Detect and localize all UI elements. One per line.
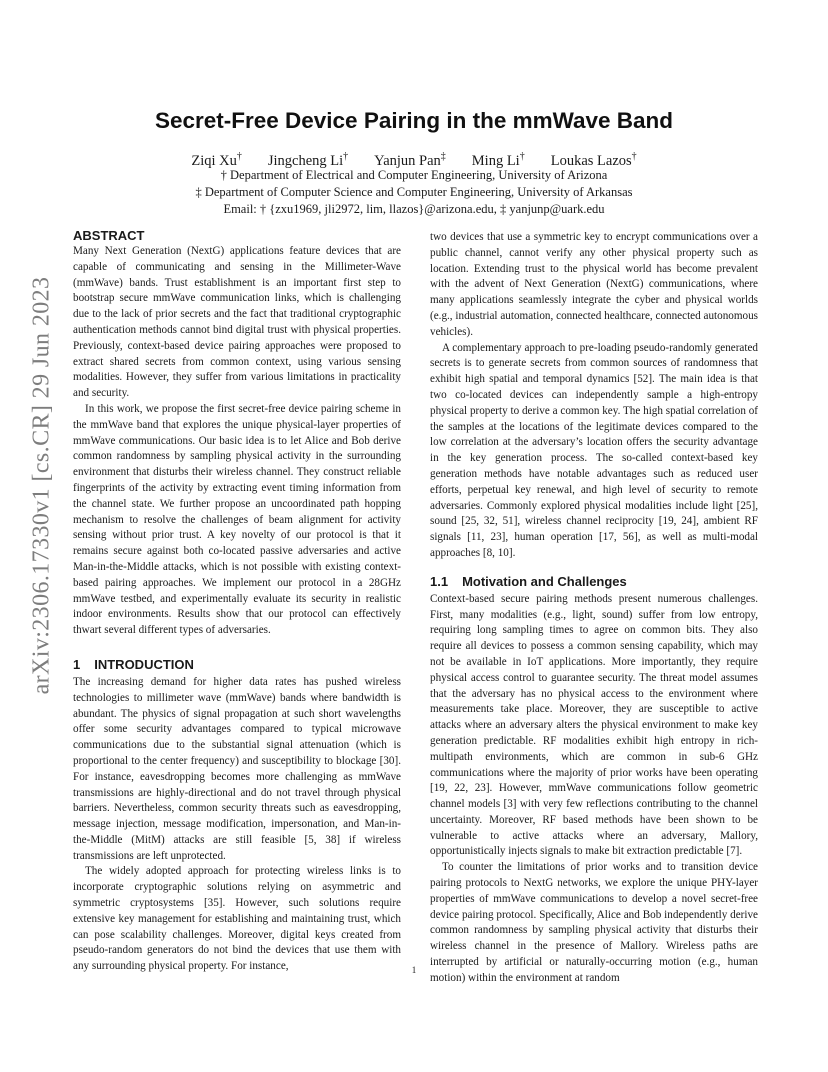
subsection-heading: 1.1 Motivation and Challenges: [430, 573, 627, 589]
right-paragraph-1: two devices that use a symmetric key to encrypt communications over a public channel, cannot verify any other physical property such as location. Extending trust to the physical world has become prevalent with the advent of Next Generation (NextG) communications, where many applications seamlessly integrate the cyber and physical worlds (e.g., industrial automation, connected healthcare, connected autonomous vehicles).: [430, 231, 758, 338]
page-number: 1: [411, 965, 417, 975]
motivation-paragraph-2: To counter the limitations of prior works and to transition device pairing protocols to NextG networks, we explore the unique PHY-layer properties of mmWave communications to develop a novel secret-free device pairing protocol. Specifically, Alice and Bob independently derive common randomness by sampling physical activity that disturbs their wireless channel in the presence of Mallory. Wireless paths are interrupted by artificial or naturally-occurring motion (e.g., human motion) within the environment at random: [430, 861, 758, 984]
affiliation-arkansas: ‡ Department of Computer Science and Computer Engineering, University of Arkansas: [195, 185, 633, 199]
introduction-paragraph-1: The increasing demand for higher data rates has pushed wireless technologies to millimeter wave (mmWave) bands where bandwidth is abundant. The physics of signal propagation at such short wavelengths offer some security advantages compared to typical microwave communications due to the substantial signal attenuation (which is proportional to the center frequency) and susceptibility to blockage [30]. For instance, eavesdropping becomes more challenging as mmWave transmissions are highly-directional and do not travel through physical barriers. Nevertheless, common security threats such as eavesdropping, message injection, message modification, impersonation, and Man-in-the-Middle (MitM) attacks are still feasible [5, 38] if wireless transmissions are left unprotected.: [73, 675, 401, 862]
abstract-heading: ABSTRACT: [73, 228, 145, 243]
abstract-paragraph-1: Many Next Generation (NextG) applications feature devices that are capable of communicating and sensing in the Millimeter-Wave (mmWave) bands. Trust establishment is an important first step to bootstrap secure mmWave communication links, which is challenging due to the lack of prior secrets and the fact that traditional cryptographic authentication methods cannot bind digital trust with physical properties. Previously, context-based device pairing approaches were proposed to extract shared secrets from common context, using various sensing modalities. However, they suffer from various limitations in practicality and security.: [73, 245, 401, 400]
author: Yanjun Pan‡: [374, 151, 446, 169]
motivation-paragraph-1: Context-based secure pairing methods present numerous challenges. First, many modalities (e.g., light, sound) suffer from low entropy, requiring long sampling times to agree on common bits. They also require all devices to possess a common sensing capability, which may not be available in IoT applications. More importantly, they require physical access control to guarantee security. The threat model assumes that the adversary has no physical access to the environment where measurements take place. Moreover, they are susceptible to active attacks where an adversary alters the physical environment to make key generation predictable. RF modalities exhibit high entropy in rich-multipath environments, which are common in sub-6 GHz communications where the majority of prior works have been operating [19, 22, 23]. However, mmWave communications follow geometric channel models [3] with very few reflections contributing to the channel uncertainty. Moreover, RF based methods have been shown to be vulnerable to active attacks where an adversary, Mallory, opportunistically injects signals to make bit extraction predictable [7].: [430, 592, 758, 858]
introduction-paragraph-2: The widely adopted approach for protecting wireless links is to incorporate cryptographic solutions relying on asymmetric and symmetric cryptosystems [35]. However, such solutions require extensive key management for establishing and maintaining trust, which can pose scalability challenges. Moreover, digital keys created from pseudo-random generators do not bind the devices that use them with any surrounding physical property. For instance,: [73, 865, 401, 973]
affiliation-arizona: † Department of Electrical and Computer Engineering, University of Arizona: [220, 168, 608, 182]
right-column: [430, 230, 758, 987]
abstract-paragraph-2: In this work, we propose the first secret-free device pairing scheme in the mmWave band that explores the unique physical-layer properties of mmWave communications. Our basic idea is to let Alice and Bob derive common randomness by sampling physical activity in the surrounding environment that disturbs their wireless channel. They construct reliable fingerprints of the activity by extracting event timing information from the channel state. We further propose an uncoordinated path hopping mechanism to resolve the challenges of beam alignment for activity sensing without prior trust. A key novelty of our protocol is that it remains secure against both co-located passive adversaries and active Man-in-the-Middle attacks, which is not possible with existing context-based pairing approaches. We implement our protocol in a 28GHz mmWave testbed, and experimentally evaluate its security in realistic indoor environments. Results show that our protocol can effectively thwart several different types of adversaries.: [73, 402, 401, 637]
paper-title: Secret-Free Device Pairing in the mmWave Band: [154, 108, 674, 133]
email-line: Email: † {zxu1969, jli2972, lim, llazos}@arizona.edu, ‡ yanjunp@uark.edu: [223, 202, 605, 216]
author: Ziqi Xu†: [191, 151, 242, 169]
arxiv-identifier: arXiv:2306.17330v1 [cs.CR] 29 Jun 2023: [28, 276, 55, 694]
introduction-heading: 1 INTRODUCTION: [73, 656, 194, 672]
author: Loukas Lazos†: [550, 151, 637, 169]
author: Ming Li†: [471, 151, 525, 169]
left-column: [73, 227, 401, 975]
right-paragraph-2: A complementary approach to pre-loading pseudo-randomly generated secrets is to generate secrets from common sources of randomness that exhibit high spatial and temporal dynamics [52]. The main idea is that two co-located devices can independently sample a high-entropy physical property to derive a common key. The high spatial correlation of the samples at the locations of the legitimate devices compared to the low correlation at the adversary’s location offers the security advantage in the key generation process. The so-called context-based key generation methods have notable advantages such as reduced user efforts, perpetual key renewal, and high level of security to remote adversaries. Commonly explored physical modalities include light [25], sound [25, 32, 51], wireless channel reciprocity [19, 24], ambient RF signals [11, 23], human operation [17, 56], as well as multi-modal approaches [8, 10].: [430, 341, 758, 559]
author-list: [70, 151, 758, 170]
author: Jingcheng Li†: [267, 151, 349, 169]
